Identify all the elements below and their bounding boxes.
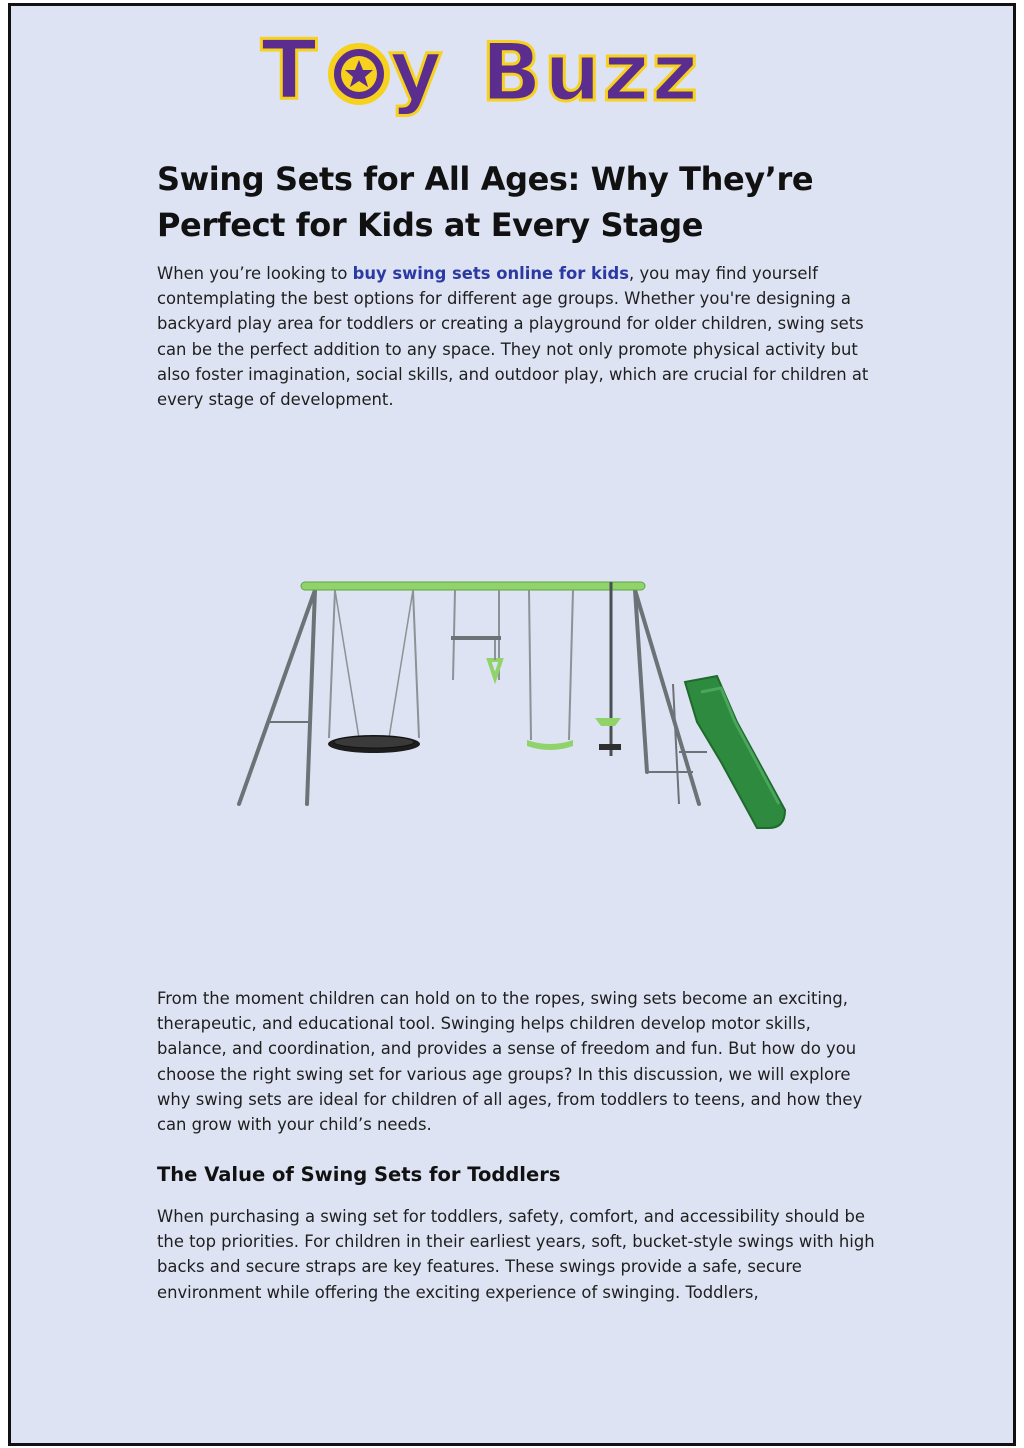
swing-set-image <box>223 572 795 838</box>
intro-text-before-link: When you’re looking to <box>157 264 353 283</box>
page-frame <box>8 3 1016 1446</box>
toybuzz-logo <box>259 20 739 132</box>
svg-text:Buzz: Buzz <box>481 26 701 119</box>
svg-text:T: T <box>261 23 317 118</box>
paragraph-benefits: From the moment children can hold on to the ropes, swing sets become an exciting, therapeutic, and educational tool. Swinging helps children develop motor skills, balance, and coordination, and provides a sense of freedom and fun. But how do you choose the right swing set for various age groups? In this discussion, we will explore why swing sets are ideal for children of all ages, from toddlers to teens, and how they can grow with your child’s needs. <box>157 989 863 1135</box>
article-title: Swing Sets for All Ages: Why They’re Perfect for Kids at Every Stage <box>157 160 814 244</box>
svg-text:y: y <box>389 23 443 118</box>
paragraph-toddlers: When purchasing a swing set for toddlers, safety, comfort, and accessibility should be the top priorities. For children in their earliest years, soft, bucket-style swings with high backs and secure straps are key features. These swings provide a safe, secure environment while offering the exciting experience of swinging. Toddlers, <box>157 1207 875 1302</box>
intro-paragraph <box>157 261 877 412</box>
intro-text-after-link: , you may find yourself contemplating the best options for different age groups. Whether you're designing a backyard play area for toddlers or creating a playground for older children, swing sets can be the perfect addition to any space. They not only promote physical activity but also foster imagination, social skills, and outdoor play, which are crucial for children at every stage of development. <box>157 264 869 410</box>
buy-swing-sets-link[interactable]: buy swing sets online for kids <box>352 264 630 283</box>
section-heading-toddlers: The Value of Swing Sets for Toddlers <box>157 1163 561 1186</box>
